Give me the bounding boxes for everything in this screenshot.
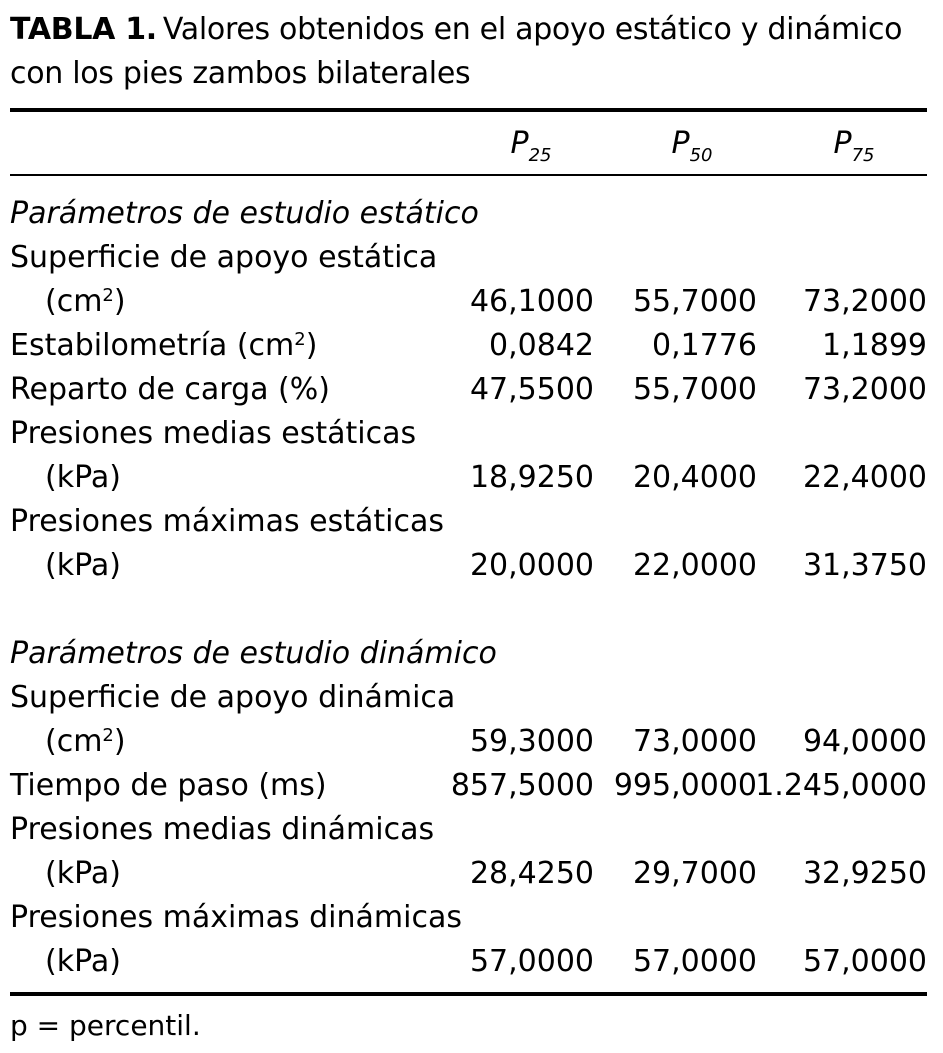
table-label: TABLA 1.	[10, 12, 157, 47]
cell-value: 57,0000	[469, 944, 594, 979]
row-label: Presiones máximas dinámicas	[10, 900, 462, 935]
row-label: Tiempo de paso (ms)	[10, 768, 327, 803]
table-row	[0, 896, 943, 940]
row-label: Superficie de apoyo dinámica	[10, 680, 456, 715]
row-label: Estabilometría $(cm^2)$	[10, 328, 318, 363]
cell-value: 46,1000	[469, 284, 594, 319]
top-rule	[10, 108, 927, 112]
cell-value: 31,3750	[802, 548, 927, 583]
table-row	[0, 324, 943, 368]
column-header-p50: $P_{50}$	[671, 126, 713, 166]
bottom-rule	[10, 992, 927, 996]
row-label: (kPa)	[45, 548, 121, 583]
cell-value: 18,9250	[469, 460, 594, 495]
row-label: Presiones máximas estáticas	[10, 504, 444, 539]
row-label: $(cm^2)$	[45, 724, 126, 759]
section-heading	[0, 632, 943, 676]
table-row	[0, 720, 943, 764]
table-row	[0, 500, 943, 544]
column-header-row	[0, 126, 943, 170]
row-label: Parámetros de estudio dinámico	[10, 636, 497, 671]
cell-value: 22,0000	[632, 548, 757, 583]
cell-value: 1.245,0000	[755, 768, 927, 803]
row-label: (kPa)	[45, 856, 121, 891]
column-header-p25: $P_{25}$	[510, 126, 552, 166]
table-row	[0, 368, 943, 412]
cell-value: 28,4250	[469, 856, 594, 891]
cell-value: 47,5500	[469, 372, 594, 407]
table-body	[0, 192, 943, 984]
row-label: $(cm^2)$	[45, 284, 126, 319]
row-label: Reparto de carga (%)	[10, 372, 330, 407]
table-row	[0, 940, 943, 984]
row-label: Presiones medias dinámicas	[10, 812, 435, 847]
cell-value: 73,0000	[632, 724, 757, 759]
row-spacer	[0, 588, 943, 632]
table-row	[0, 236, 943, 280]
cell-value: 55,7000	[632, 284, 757, 319]
row-label: Superficie de apoyo estática	[10, 240, 438, 275]
table-row	[0, 852, 943, 896]
table-row	[0, 412, 943, 456]
row-label: Presiones medias estáticas	[10, 416, 417, 451]
table-caption	[10, 8, 935, 96]
table-footnote: p = percentil.	[10, 1009, 201, 1042]
table-row	[0, 808, 943, 852]
table-row	[0, 280, 943, 324]
table-row	[0, 544, 943, 588]
table-row	[0, 676, 943, 720]
cell-value: 857,5000	[450, 768, 594, 803]
section-heading	[0, 192, 943, 236]
table-title: Valores obtenidos en el apoyo estático y dinámico con los pies zambos bilaterales	[10, 12, 903, 91]
cell-value: 57,0000	[802, 944, 927, 979]
cell-value: 20,4000	[632, 460, 757, 495]
table-row	[0, 456, 943, 500]
cell-value: 32,9250	[802, 856, 927, 891]
cell-value: 94,0000	[802, 724, 927, 759]
cell-value: 55,7000	[632, 372, 757, 407]
header-rule	[10, 174, 927, 176]
cell-value: 22,4000	[802, 460, 927, 495]
cell-value: 73,2000	[802, 372, 927, 407]
cell-value: 0,0842	[489, 328, 594, 363]
cell-value: 1,1899	[822, 328, 927, 363]
cell-value: 995,0000	[613, 768, 757, 803]
cell-value: 73,2000	[802, 284, 927, 319]
column-header-p75: $P_{75}$	[833, 126, 875, 166]
row-label: (kPa)	[45, 460, 121, 495]
row-label: Parámetros de estudio estático	[10, 196, 479, 231]
table-row	[0, 764, 943, 808]
cell-value: 29,7000	[632, 856, 757, 891]
cell-value: 57,0000	[632, 944, 757, 979]
row-label: (kPa)	[45, 944, 121, 979]
cell-value: 20,0000	[469, 548, 594, 583]
cell-value: 59,3000	[469, 724, 594, 759]
cell-value: 0,1776	[652, 328, 757, 363]
